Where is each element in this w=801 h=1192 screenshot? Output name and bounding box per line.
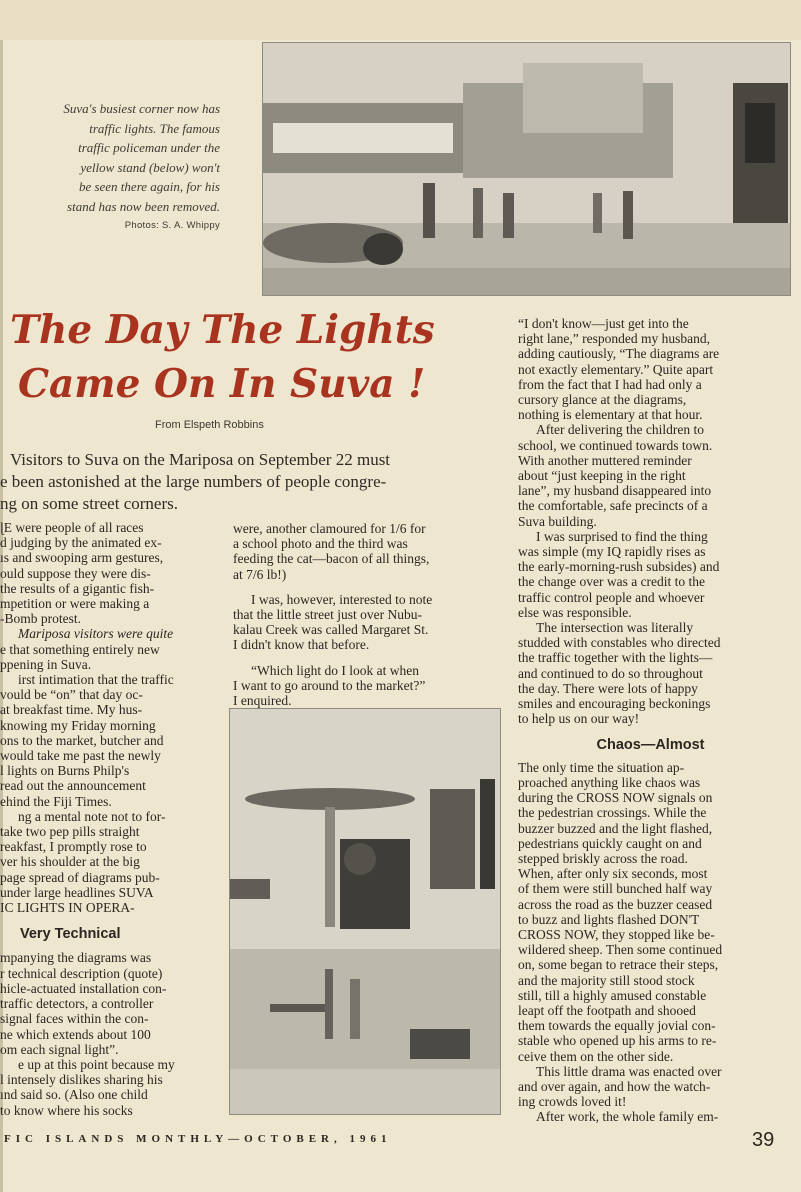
text-line: them towards the equally jovial con-	[518, 1018, 716, 1034]
photo-credit: Photos: S. A. Whippy	[124, 220, 220, 231]
text-line: r technical description (quote)	[0, 965, 163, 981]
text-line: take two pep pills straight	[0, 824, 140, 840]
text-line: not exactly elementary.” Quite apart	[518, 361, 714, 377]
text-line: e that something entirely new	[0, 641, 160, 657]
text-line: under large headlines SUVA	[0, 884, 154, 900]
text-line: -Bomb protest.	[0, 611, 81, 627]
text-line: “I don't know—just get into the	[518, 316, 689, 331]
lead-line: e been astonished at the large numbers of people congre-	[0, 472, 387, 491]
text-line: irst intimation that the traffic	[18, 672, 174, 688]
text-line: This little drama was enacted over	[536, 1063, 722, 1079]
text-line: studded with constables who directed	[518, 635, 721, 651]
text-line: page spread of diagrams pub-	[0, 869, 160, 885]
paragraph	[0, 950, 212, 1056]
text-line: Mariposa visitors were quite	[18, 626, 174, 642]
text-line: After delivering the children to	[536, 422, 704, 438]
text-line: “Which light do I look at when	[251, 662, 419, 678]
text-line: knowing my Friday morning	[0, 717, 156, 733]
text-line: school, we continued towards town.	[518, 437, 713, 453]
text-line: ehind the Fiji Times.	[0, 793, 112, 809]
text-line: buzzer buzzed and the light flashed,	[518, 820, 713, 836]
paragraph	[233, 521, 497, 582]
text-line: to help us on our way!	[518, 711, 640, 727]
text-line: mpetition or were making a	[0, 596, 150, 612]
text-line: across the road as the buzzer ceased	[518, 896, 713, 912]
paragraph	[0, 1057, 212, 1118]
text-line: that the little street just over Nubu-	[233, 607, 422, 623]
text-line: the traffic together with the lights—	[518, 650, 713, 666]
caption-line: traffic lights. The famous	[89, 120, 220, 136]
top-margin	[0, 0, 801, 40]
paragraph	[0, 626, 212, 672]
paragraph	[518, 316, 783, 422]
text-line: I was surprised to find the thing	[536, 528, 708, 544]
text-line: and over again, and how the watch-	[518, 1078, 711, 1094]
text-line: vould be “on” that day oc-	[0, 687, 143, 703]
text-line: ɭE were people of all races	[0, 520, 144, 535]
text-line: ıs and swooping arm gestures,	[0, 550, 164, 566]
text-line: om each signal light”.	[0, 1041, 119, 1057]
text-line: would take me past the newly	[0, 748, 161, 764]
text-line: else was responsible.	[518, 604, 632, 620]
text-line: I want to go around to the market?”	[233, 677, 426, 693]
page-footer: FIC ISLANDS MONTHLY—OCTOBER, 1961	[4, 1133, 392, 1145]
text-line: during the CROSS NOW signals on	[518, 790, 713, 806]
text-line: With another muttered reminder	[518, 452, 692, 468]
paragraph	[518, 620, 783, 726]
text-line: smiles and encouraging beckonings	[518, 696, 711, 712]
column-3	[518, 316, 783, 1125]
byline: From Elspeth Robbins	[155, 419, 264, 431]
text-line: the results of a gigantic fish-	[0, 580, 155, 596]
text-line: ing crowds loved it!	[518, 1094, 627, 1110]
text-line: traffic detectors, a controller	[0, 996, 154, 1012]
section-heading-chaos-almost: Chaos—Almost	[596, 737, 705, 754]
text-line: l intensely dislikes sharing his	[0, 1072, 163, 1088]
text-line: I was, however, interested to note	[251, 591, 433, 607]
text-line: at 7/6 lb!)	[233, 566, 287, 582]
article-title-line-1: The Day The Lights	[10, 307, 435, 353]
paragraph	[0, 520, 212, 626]
text-line: stepped briskly across the road.	[518, 850, 688, 866]
text-line: the change over was a credit to the	[518, 574, 706, 590]
text-line: CROSS NOW, they stopped like be-	[518, 926, 715, 942]
page-number: 39	[752, 1129, 775, 1151]
lead-line: Visitors to Suva on the Mariposa on September 22 must	[10, 450, 391, 469]
text-line: I didn't know that before.	[233, 637, 370, 653]
text-line: hicle-actuated installation con-	[0, 980, 167, 996]
paragraph	[518, 422, 783, 528]
caption-line: stand has now been removed.	[67, 198, 220, 214]
paragraph	[518, 1109, 783, 1124]
text-line: The intersection was literally	[536, 620, 694, 636]
caption-line: be seen there again, for his	[78, 179, 220, 194]
paragraph	[0, 672, 212, 809]
paragraph	[518, 529, 783, 620]
text-line: lane”, my husband disappeared into	[518, 483, 712, 499]
column-2	[233, 521, 497, 708]
street-photo-illustration	[263, 43, 790, 295]
text-line: ceive them on the other side.	[518, 1048, 674, 1064]
text-line: cursory glance at the diagrams,	[518, 392, 687, 408]
text-line: from the fact that I had had only a	[518, 376, 702, 392]
text-line: were, another clamoured for 1/6 for	[233, 521, 426, 536]
text-line: the pedestrian crossings. While the	[518, 805, 707, 821]
text-line: ould suppose they were dis-	[0, 565, 151, 581]
paragraph	[233, 663, 497, 709]
text-line: reakfast, I promptly rose to	[0, 839, 147, 855]
text-line: of them were still bunched half way	[518, 881, 713, 897]
caption-line: Suva's busiest corner now has	[63, 101, 220, 116]
text-line: pedestrians quickly caught on and	[518, 835, 702, 851]
text-line: d judging by the animated ex-	[0, 535, 162, 551]
policeman-stand-photo	[229, 708, 501, 1115]
text-line: and continued to do so throughout	[518, 665, 703, 681]
text-line: proached anything like chaos was	[518, 774, 701, 790]
text-line: mpanying the diagrams was	[0, 950, 152, 966]
photo-caption	[10, 99, 220, 236]
caption-line: yellow stand (below) won't	[80, 159, 220, 175]
text-line: signal faces within the con-	[0, 1011, 149, 1027]
text-line: the day. There were lots of happy	[518, 680, 698, 696]
text-line: on, some began to retrace their steps,	[518, 957, 719, 973]
text-line: right lane,” responded my husband,	[518, 331, 710, 347]
text-line: After work, the whole family em-	[536, 1109, 719, 1125]
text-line: nothing is elementary at that hour.	[518, 407, 703, 423]
text-line: l lights on Burns Philp's	[0, 763, 130, 779]
text-line: and the majority still stood stock	[518, 972, 695, 988]
text-line: still, till a highly amused constable	[518, 987, 707, 1003]
text-line: The only time the situation ap-	[518, 759, 685, 775]
text-line: ver his shoulder at the big	[0, 854, 140, 870]
text-line: ppening in Suva.	[0, 656, 92, 672]
text-line: at breakfast time. My hus-	[0, 702, 143, 718]
text-line: traffic control people and whoever	[518, 589, 705, 605]
text-line: kalau Creek was called Margaret St.	[233, 622, 429, 638]
text-line: adding cautiously, “The diagrams are	[518, 346, 720, 362]
text-line: stable who opened up his arms to re-	[518, 1033, 717, 1049]
text-line: leapt off the footpath and shooed	[518, 1002, 696, 1018]
text-line: about “just keeping in the right	[518, 468, 686, 484]
lead-paragraph	[0, 449, 480, 515]
article-title-line-2: Came On In Suva !	[18, 361, 426, 407]
policeman-stand-illustration	[230, 709, 500, 1114]
text-line: to buzz and lights flashed DON'T	[518, 911, 700, 927]
text-line: feeding the cat—bacon of all things,	[233, 551, 430, 567]
text-line: Suva building.	[518, 513, 597, 529]
text-line: was simple (my IQ rapidly rises as	[518, 544, 706, 560]
paragraph	[518, 1064, 783, 1110]
lead-line: ng on some street corners.	[0, 494, 178, 513]
text-line: IC LIGHTS IN OPERA-	[0, 900, 135, 916]
caption-line: traffic policeman under the	[78, 140, 220, 155]
text-line: ınd said so. (Also one child	[0, 1087, 148, 1103]
text-line: a school photo and the third was	[233, 536, 408, 552]
text-line: ons to the market, butcher and	[0, 732, 164, 748]
text-line: the early-morning-rush subsides) and	[518, 559, 720, 575]
text-line: I enquired.	[233, 693, 292, 709]
text-line: read out the announcement	[0, 778, 146, 794]
text-line: ne which extends about 100	[0, 1026, 151, 1042]
text-line: When, after only six seconds, most	[518, 866, 708, 882]
text-line: the comfortable, safe precincts of a	[518, 498, 708, 514]
section-heading-very-technical: Very Technical	[20, 926, 121, 943]
paragraph	[0, 809, 212, 915]
street-corner-photo	[262, 42, 791, 296]
paragraph	[233, 592, 497, 653]
column-1	[0, 520, 212, 1118]
text-line: ng a mental note not to for-	[18, 808, 166, 824]
paragraph	[518, 760, 783, 1064]
text-line: e up at this point because my	[18, 1056, 175, 1072]
text-line: to know where his socks	[0, 1102, 133, 1118]
text-line: wildered sheep. Then some continued	[518, 942, 723, 958]
